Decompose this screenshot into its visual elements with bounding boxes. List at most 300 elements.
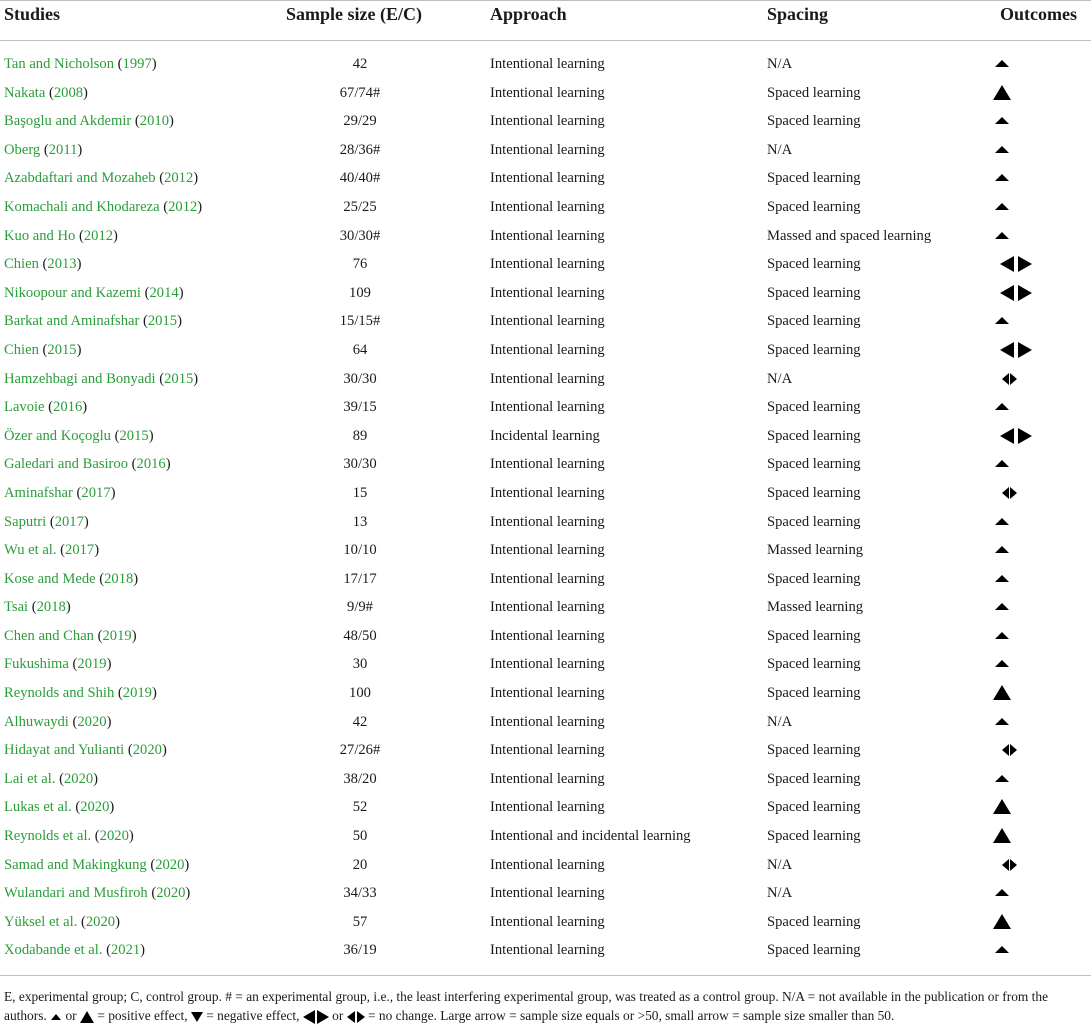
table-row bbox=[0, 136, 1091, 165]
study-author: Reynolds et al. bbox=[4, 828, 92, 845]
study-year: 2011 bbox=[48, 141, 78, 158]
up-arrow-small-icon bbox=[990, 452, 1040, 476]
study-citation[interactable]: Tsai (2018) bbox=[4, 599, 71, 616]
up-arrow-small-icon bbox=[990, 652, 1040, 676]
study-author: Komachali and Khodareza bbox=[4, 198, 160, 215]
study-year: 2013 bbox=[47, 256, 77, 273]
outcome bbox=[990, 109, 1040, 133]
outcome bbox=[990, 81, 1040, 105]
bottom-rule bbox=[0, 975, 1091, 976]
outcome bbox=[990, 195, 1040, 219]
study-year: 2015 bbox=[119, 427, 149, 444]
sample-size: 13 bbox=[352, 513, 368, 530]
left-right-arrow-large-icon bbox=[990, 424, 1040, 448]
approach: Intentional learning bbox=[490, 913, 605, 930]
sample-size: 50 bbox=[352, 828, 368, 845]
outcome bbox=[990, 252, 1040, 276]
study-citation[interactable]: Galedari and Basiroo (2016) bbox=[4, 456, 171, 473]
table-row bbox=[0, 736, 1091, 765]
table-row bbox=[0, 50, 1091, 79]
approach: Intentional and incidental learning bbox=[490, 828, 691, 845]
header-spacing: Spacing bbox=[767, 4, 829, 24]
outcome bbox=[990, 681, 1040, 705]
spacing: Spaced learning bbox=[767, 513, 861, 530]
spacing: Massed learning bbox=[767, 542, 864, 559]
up-arrow-large-icon bbox=[80, 1011, 94, 1023]
study-citation[interactable]: Aminafshar (2017) bbox=[4, 484, 116, 501]
study-author: Başoglu and Akdemir bbox=[4, 113, 132, 130]
up-arrow-small-icon bbox=[990, 309, 1040, 333]
study-author: Chen and Chan bbox=[4, 627, 94, 644]
spacing: Spaced learning bbox=[767, 284, 861, 301]
table-row bbox=[0, 822, 1091, 851]
spacing: Spaced learning bbox=[767, 942, 861, 959]
study-citation[interactable]: Alhuwaydi (2020) bbox=[4, 713, 112, 730]
study-author: Tsai bbox=[4, 599, 29, 616]
table-row bbox=[0, 164, 1091, 193]
study-citation[interactable]: Özer and Koçoglu (2015) bbox=[4, 427, 154, 444]
study-author: Fukushima bbox=[4, 656, 69, 673]
study-citation[interactable]: Kuo and Ho (2012) bbox=[4, 227, 118, 244]
approach: Intentional learning bbox=[490, 599, 605, 616]
study-author: Galedari and Basiroo bbox=[4, 456, 129, 473]
approach: Intentional learning bbox=[490, 370, 605, 387]
spacing: Spaced learning bbox=[767, 256, 861, 273]
study-year: 2015 bbox=[147, 313, 178, 330]
study-year: 2019 bbox=[77, 656, 107, 673]
approach: Intentional learning bbox=[490, 198, 605, 215]
approach: Intentional learning bbox=[490, 84, 605, 101]
study-year: 2020 bbox=[132, 742, 162, 759]
sample-size: 36/19 bbox=[343, 942, 377, 959]
spacing: Spaced learning bbox=[767, 170, 861, 187]
study-author: Alhuwaydi bbox=[4, 713, 69, 730]
up-arrow-small-icon bbox=[990, 938, 1040, 962]
footnote-text-3: = positive effect, bbox=[93, 1008, 191, 1023]
study-citation[interactable]: Kose and Mede (2018) bbox=[4, 570, 139, 587]
spacing: Spaced learning bbox=[767, 484, 861, 501]
study-year: 2020 bbox=[80, 799, 110, 816]
up-arrow-large-icon bbox=[990, 795, 1040, 819]
table-row bbox=[0, 851, 1091, 880]
outcome bbox=[990, 624, 1040, 648]
outcome bbox=[990, 224, 1040, 248]
table-row bbox=[0, 422, 1091, 451]
outcome bbox=[990, 338, 1040, 362]
sample-size: 30/30 bbox=[343, 370, 377, 387]
table-row bbox=[0, 679, 1091, 708]
study-citation[interactable]: Hidayat and Yulianti (2020) bbox=[4, 742, 167, 759]
table-row bbox=[0, 393, 1091, 422]
approach: Intentional learning bbox=[490, 113, 605, 130]
study-year: 2014 bbox=[149, 284, 179, 301]
sample-size: 42 bbox=[352, 713, 368, 730]
study-author: Chien bbox=[4, 341, 39, 358]
header-approach: Approach bbox=[490, 4, 567, 24]
study-author: Barkat and Aminafshar bbox=[4, 313, 140, 330]
sample-size: 30/30 bbox=[343, 456, 377, 473]
outcome bbox=[990, 367, 1040, 391]
table-row bbox=[0, 479, 1091, 508]
study-citation[interactable]: Azabdaftari and Mozaheb (2012) bbox=[4, 170, 199, 187]
study-author: Samad and Makingkung bbox=[4, 856, 147, 873]
approach: Incidental learning bbox=[490, 427, 600, 444]
up-arrow-small-icon bbox=[990, 510, 1040, 534]
approach: Intentional learning bbox=[490, 227, 605, 244]
study-citation[interactable]: Chien (2015) bbox=[4, 341, 82, 358]
outcome bbox=[990, 281, 1040, 305]
sample-size: 15/15# bbox=[339, 313, 381, 330]
sample-size: 29/29 bbox=[343, 113, 377, 130]
spacing: Spaced learning bbox=[767, 341, 861, 358]
study-citation[interactable]: Komachali and Khodareza (2012) bbox=[4, 198, 203, 215]
spacing: Spaced learning bbox=[767, 799, 861, 816]
study-citation[interactable]: Fukushima (2019) bbox=[4, 656, 112, 673]
study-author: Lavoie bbox=[4, 399, 45, 416]
sample-size: 64 bbox=[352, 341, 368, 358]
spacing: Spaced learning bbox=[767, 313, 861, 330]
up-arrow-small-icon bbox=[990, 538, 1040, 562]
sample-size: 25/25 bbox=[343, 198, 377, 215]
sample-size: 48/50 bbox=[343, 627, 377, 644]
sample-size: 67/74# bbox=[339, 84, 381, 101]
outcome bbox=[990, 538, 1040, 562]
study-author: Aminafshar bbox=[4, 484, 73, 501]
study-year: 2018 bbox=[36, 599, 66, 616]
study-year: 2012 bbox=[164, 170, 194, 187]
study-citation[interactable]: Nikoopour and Kazemi (2014) bbox=[4, 284, 184, 301]
spacing: N/A bbox=[767, 713, 793, 730]
sample-size: 17/17 bbox=[343, 570, 377, 587]
outcome bbox=[990, 424, 1040, 448]
study-citation[interactable]: Reynolds et al. (2020) bbox=[4, 828, 134, 845]
sample-size: 52 bbox=[352, 799, 368, 816]
approach: Intentional learning bbox=[490, 141, 605, 158]
spacing: Spaced learning bbox=[767, 399, 861, 416]
spacing: N/A bbox=[767, 885, 793, 902]
approach: Intentional learning bbox=[490, 856, 605, 873]
sample-size: 40/40# bbox=[339, 170, 381, 187]
approach: Intentional learning bbox=[490, 313, 605, 330]
study-citation[interactable]: Lai et al. (2020) bbox=[4, 770, 99, 787]
outcome bbox=[990, 710, 1040, 734]
up-arrow-large-icon bbox=[990, 910, 1040, 934]
spacing: Spaced learning bbox=[767, 570, 861, 587]
spacing: N/A bbox=[767, 856, 793, 873]
study-year: 2012 bbox=[168, 198, 198, 215]
outcome bbox=[990, 595, 1040, 619]
left-right-arrow-small-icon bbox=[990, 853, 1040, 877]
table-row bbox=[0, 250, 1091, 279]
spacing: Spaced learning bbox=[767, 84, 861, 101]
study-citation[interactable]: Wulandari and Musfiroh (2020) bbox=[4, 885, 191, 902]
up-arrow-large-icon bbox=[990, 681, 1040, 705]
up-arrow-small-icon bbox=[990, 767, 1040, 791]
study-author: Xodabande et al. bbox=[4, 942, 103, 959]
header-sample-size: Sample size (E/C) bbox=[286, 4, 422, 24]
outcome bbox=[990, 795, 1040, 819]
study-author: Kuo and Ho bbox=[4, 227, 76, 244]
study-year: 2016 bbox=[136, 456, 166, 473]
outcome bbox=[990, 510, 1040, 534]
study-citation[interactable]: Samad and Makingkung (2020) bbox=[4, 856, 190, 873]
study-year: 2020 bbox=[99, 828, 129, 845]
approach: Intentional learning bbox=[490, 742, 605, 759]
left-right-arrow-large-icon bbox=[303, 1010, 329, 1024]
sample-size: 27/26# bbox=[339, 742, 381, 759]
table-row bbox=[0, 279, 1091, 308]
spacing: Spaced learning bbox=[767, 627, 861, 644]
study-author: Chien bbox=[4, 256, 39, 273]
up-arrow-small-icon bbox=[990, 881, 1040, 905]
approach: Intentional learning bbox=[490, 713, 605, 730]
study-citation[interactable]: Saputri (2017) bbox=[4, 513, 89, 530]
study-author: Yüksel et al. bbox=[4, 913, 78, 930]
approach: Intentional learning bbox=[490, 885, 605, 902]
approach: Intentional learning bbox=[490, 56, 605, 72]
up-arrow-large-icon bbox=[990, 824, 1040, 848]
study-citation[interactable]: Barkat and Aminafshar (2015) bbox=[4, 313, 182, 330]
study-author: Lai et al. bbox=[4, 770, 56, 787]
study-year: 2017 bbox=[54, 513, 84, 530]
outcome bbox=[990, 138, 1040, 162]
footnote-text-2: or bbox=[62, 1008, 80, 1023]
study-year: 2020 bbox=[63, 770, 94, 787]
footnote-text-1: E, experimental group; C, control group. # = an experimental group, i.e., the least interfering experimental group, was treated as a control group. N/A = not available in the publication or from the authors. bbox=[4, 989, 1049, 1023]
up-arrow-small-icon bbox=[990, 52, 1040, 76]
approach: Intentional learning bbox=[490, 170, 605, 187]
study-year: 2019 bbox=[122, 685, 152, 702]
study-author: Lukas et al. bbox=[4, 799, 72, 816]
approach: Intentional learning bbox=[490, 627, 605, 644]
spacing: N/A bbox=[767, 370, 793, 387]
study-author: Reynolds and Shih bbox=[4, 685, 115, 702]
down-arrow-icon bbox=[191, 1012, 203, 1022]
approach: Intentional learning bbox=[490, 799, 605, 816]
table-row bbox=[0, 79, 1091, 108]
study-author: Wu et al. bbox=[4, 542, 57, 559]
study-year: 1997 bbox=[122, 56, 152, 72]
outcome bbox=[990, 652, 1040, 676]
header-rule bbox=[0, 40, 1091, 41]
approach: Intentional learning bbox=[490, 484, 605, 501]
left-right-arrow-large-icon bbox=[990, 252, 1040, 276]
study-year: 2015 bbox=[47, 341, 77, 358]
table-row bbox=[0, 936, 1091, 965]
outcome bbox=[990, 738, 1040, 762]
table-header bbox=[0, 0, 1091, 28]
study-year: 2020 bbox=[155, 856, 185, 873]
spacing: Spaced learning bbox=[767, 828, 861, 845]
study-citation[interactable]: Chen and Chan (2019) bbox=[4, 627, 137, 644]
table-row bbox=[0, 879, 1091, 908]
study-year: 2018 bbox=[104, 570, 134, 587]
left-right-arrow-small-icon bbox=[990, 481, 1040, 505]
study-year: 2015 bbox=[164, 370, 194, 387]
table-row bbox=[0, 307, 1091, 336]
footnote-text-5: or bbox=[328, 1008, 347, 1023]
study-author: Hidayat and Yulianti bbox=[4, 742, 125, 759]
table-row bbox=[0, 222, 1091, 251]
approach: Intentional learning bbox=[490, 399, 605, 416]
table-row bbox=[0, 650, 1091, 679]
study-year: 2017 bbox=[81, 484, 111, 501]
approach: Intentional learning bbox=[490, 942, 605, 959]
study-citation[interactable]: Başoglu and Akdemir (2010) bbox=[4, 113, 174, 130]
study-author: Hamzehbagi and Bonyadi bbox=[4, 370, 156, 387]
table-row bbox=[0, 365, 1091, 394]
study-citation[interactable]: Lavoie (2016) bbox=[4, 399, 88, 416]
approach: Intentional learning bbox=[490, 341, 605, 358]
spacing: Massed and spaced learning bbox=[767, 227, 932, 244]
spacing: N/A bbox=[767, 141, 793, 158]
up-arrow-small-icon bbox=[990, 595, 1040, 619]
spacing: Spaced learning bbox=[767, 198, 861, 215]
study-author: Nakata bbox=[4, 84, 46, 101]
spacing: Spaced learning bbox=[767, 656, 861, 673]
sample-size: 57 bbox=[352, 913, 368, 930]
study-year: 2020 bbox=[156, 885, 186, 902]
up-arrow-small-icon bbox=[990, 166, 1040, 190]
sample-size: 28/36# bbox=[339, 141, 381, 158]
table-row bbox=[0, 565, 1091, 594]
outcome bbox=[990, 767, 1040, 791]
approach: Intentional learning bbox=[490, 770, 605, 787]
outcome bbox=[990, 395, 1040, 419]
outcome bbox=[990, 452, 1040, 476]
left-right-arrow-small-icon bbox=[990, 738, 1040, 762]
study-citation[interactable]: Tan and Nicholson (1997) bbox=[4, 56, 157, 72]
up-arrow-small-icon bbox=[990, 567, 1040, 591]
study-year: 2020 bbox=[77, 713, 107, 730]
left-right-arrow-large-icon bbox=[990, 338, 1040, 362]
up-arrow-small-icon bbox=[990, 195, 1040, 219]
spacing: N/A bbox=[767, 56, 793, 72]
spacing: Spaced learning bbox=[767, 427, 861, 444]
study-author: Özer and Koçoglu bbox=[4, 427, 111, 444]
table-body bbox=[0, 50, 1091, 965]
table-row bbox=[0, 622, 1091, 651]
sample-size: 42 bbox=[352, 56, 368, 72]
up-arrow-small-icon bbox=[990, 395, 1040, 419]
outcome bbox=[990, 309, 1040, 333]
table-row bbox=[0, 593, 1091, 622]
footnote-text-4: = negative effect, bbox=[202, 1008, 303, 1023]
study-year: 2016 bbox=[53, 399, 83, 416]
table-row bbox=[0, 450, 1091, 479]
outcome bbox=[990, 567, 1040, 591]
study-year: 2020 bbox=[85, 913, 116, 930]
up-arrow-small-icon bbox=[990, 138, 1040, 162]
up-arrow-small-icon bbox=[50, 1013, 62, 1021]
spacing: Spaced learning bbox=[767, 913, 861, 930]
approach: Intentional learning bbox=[490, 570, 605, 587]
approach: Intentional learning bbox=[490, 542, 605, 559]
outcome bbox=[990, 938, 1040, 962]
outcome bbox=[990, 824, 1040, 848]
table-row bbox=[0, 708, 1091, 737]
approach: Intentional learning bbox=[490, 456, 605, 473]
study-author: Azabdaftari and Mozaheb bbox=[4, 170, 156, 187]
sample-size: 89 bbox=[352, 427, 368, 444]
table-row bbox=[0, 107, 1091, 136]
sample-size: 76 bbox=[352, 256, 368, 273]
study-author: Kose and Mede bbox=[4, 570, 96, 587]
left-right-arrow-large-icon bbox=[990, 281, 1040, 305]
sample-size: 30/30# bbox=[339, 227, 381, 244]
table-footnote bbox=[4, 987, 1088, 1025]
sample-size: 10/10 bbox=[343, 542, 377, 559]
study-year: 2017 bbox=[65, 542, 95, 559]
approach: Intentional learning bbox=[490, 284, 605, 301]
up-arrow-small-icon bbox=[990, 224, 1040, 248]
study-year: 2008 bbox=[53, 84, 84, 101]
study-author: Saputri bbox=[4, 513, 47, 530]
sample-size: 39/15 bbox=[343, 399, 377, 416]
study-citation[interactable]: Nakata (2008) bbox=[4, 84, 88, 101]
spacing: Spaced learning bbox=[767, 113, 861, 130]
table-row bbox=[0, 908, 1091, 937]
study-citation[interactable]: Oberg (2011) bbox=[4, 141, 83, 158]
table-row bbox=[0, 765, 1091, 794]
table-row bbox=[0, 536, 1091, 565]
approach: Intentional learning bbox=[490, 685, 605, 702]
study-citation[interactable]: Wu et al. (2017) bbox=[4, 542, 100, 559]
outcome bbox=[990, 481, 1040, 505]
up-arrow-large-icon bbox=[990, 81, 1040, 105]
sample-size: 15 bbox=[352, 484, 368, 501]
approach: Intentional learning bbox=[490, 256, 605, 273]
spacing: Massed learning bbox=[767, 599, 864, 616]
study-citation[interactable]: Xodabande et al. (2021) bbox=[4, 942, 146, 959]
study-year: 2021 bbox=[110, 942, 141, 959]
header-studies: Studies bbox=[4, 4, 61, 24]
sample-size: 9/9# bbox=[347, 599, 373, 616]
spacing: Spaced learning bbox=[767, 742, 861, 759]
outcome bbox=[990, 910, 1040, 934]
study-author: Tan and Nicholson bbox=[4, 56, 115, 72]
spacing: Spaced learning bbox=[767, 456, 861, 473]
study-citation[interactable]: Yüksel et al. (2020) bbox=[4, 913, 120, 930]
sample-size: 109 bbox=[349, 284, 371, 301]
table-row bbox=[0, 508, 1091, 537]
spacing: Spaced learning bbox=[767, 770, 861, 787]
study-citation[interactable]: Hamzehbagi and Bonyadi (2015) bbox=[4, 370, 199, 387]
up-arrow-small-icon bbox=[990, 710, 1040, 734]
study-citation[interactable]: Reynolds and Shih (2019) bbox=[4, 685, 157, 702]
study-year: 2010 bbox=[139, 113, 169, 130]
study-year: 2012 bbox=[83, 227, 114, 244]
up-arrow-small-icon bbox=[990, 624, 1040, 648]
sample-size: 20 bbox=[352, 856, 368, 873]
study-author: Oberg bbox=[4, 141, 41, 158]
sample-size: 34/33 bbox=[343, 885, 377, 902]
study-author: Wulandari and Musfiroh bbox=[4, 885, 148, 902]
approach: Intentional learning bbox=[490, 513, 605, 530]
approach: Intentional learning bbox=[490, 656, 605, 673]
outcome bbox=[990, 52, 1040, 76]
footnote-text-6: = no change. Large arrow = sample size equals or >50, small arrow = sample size smaller than 50. bbox=[364, 1008, 895, 1023]
study-author: Nikoopour and Kazemi bbox=[4, 284, 141, 301]
table-row bbox=[0, 793, 1091, 822]
study-citation[interactable]: Lukas et al. (2020) bbox=[4, 799, 115, 816]
outcome bbox=[990, 853, 1040, 877]
outcome bbox=[990, 166, 1040, 190]
header-outcomes: Outcomes bbox=[1000, 4, 1077, 24]
outcome bbox=[990, 881, 1040, 905]
study-citation[interactable]: Chien (2013) bbox=[4, 256, 82, 273]
table-row bbox=[0, 336, 1091, 365]
